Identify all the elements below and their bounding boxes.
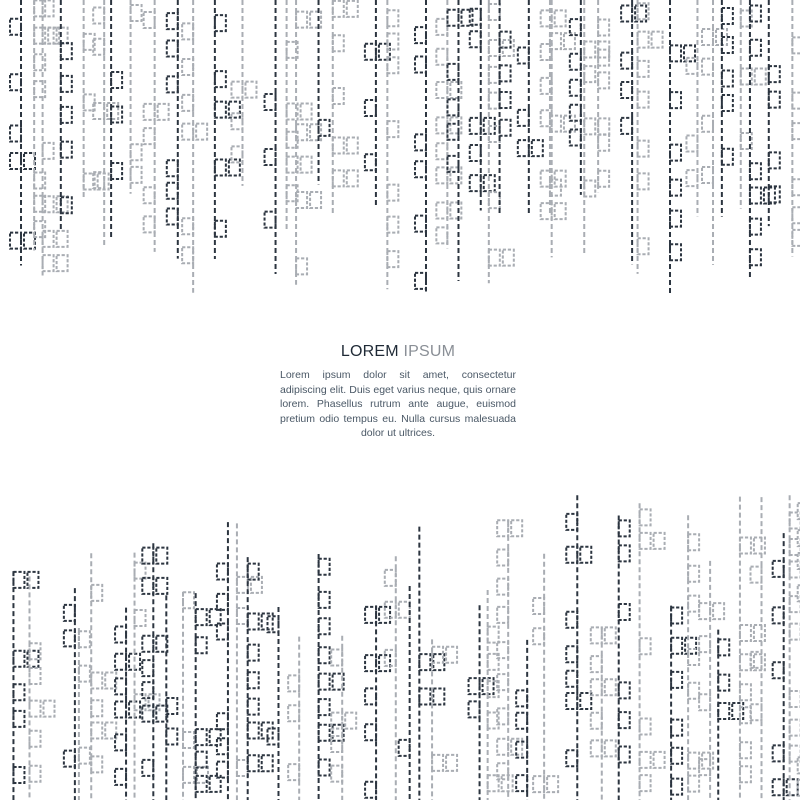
- digit-stream: [231, 0, 256, 186]
- title-secondary: IPSUM: [403, 343, 456, 360]
- digit-stream: [365, 605, 390, 800]
- digit-stream: [319, 554, 344, 800]
- digit-stream: [638, 0, 663, 274]
- digit-stream: [702, 0, 727, 265]
- digit-stream: [217, 522, 228, 800]
- digit-stream: [741, 0, 766, 209]
- digit-stream: [518, 0, 543, 214]
- digit-stream: [296, 0, 321, 285]
- digit-stream: [447, 0, 472, 281]
- digit-stream: [64, 588, 75, 800]
- digit-stream: [470, 0, 495, 210]
- digit-stream: [167, 0, 178, 259]
- digit-stream: [722, 0, 733, 217]
- digit-stream: [500, 0, 511, 216]
- digit-stream: [93, 0, 118, 248]
- digit-stream: [792, 0, 800, 256]
- digit-stream: [550, 0, 575, 213]
- digit-stream: [34, 0, 59, 250]
- title-block: [280, 343, 516, 441]
- digit-stream: [131, 0, 142, 194]
- digit-stream: [516, 640, 527, 800]
- digit-stream: [333, 0, 358, 214]
- digit-stream: [30, 576, 55, 800]
- digit-stream: [640, 503, 665, 800]
- digit-stream: [671, 606, 696, 800]
- title-primary: LOREM: [340, 343, 399, 360]
- digital-stream-pattern-top: [0, 0, 800, 300]
- digital-stream-pattern-top-graphic: [0, 0, 800, 300]
- digital-stream-pattern-bottom-graphic: [0, 488, 800, 800]
- digit-stream: [591, 627, 616, 800]
- digit-stream: [142, 543, 167, 800]
- digit-stream: [619, 515, 630, 800]
- digit-stream: [215, 0, 240, 259]
- digit-stream: [265, 0, 276, 274]
- digit-stream: [331, 636, 356, 800]
- digit-stream: [43, 0, 68, 275]
- digit-stream: [584, 0, 609, 256]
- digit-stream: [570, 0, 581, 195]
- digit-stream: [621, 0, 646, 264]
- digit-stream: [686, 0, 697, 216]
- digit-stream-group: [10, 0, 800, 294]
- digit-stream: [670, 0, 695, 294]
- digit-stream: [288, 637, 299, 800]
- digit-stream: [166, 595, 177, 800]
- digit-stream: [566, 495, 591, 800]
- digit-stream: [10, 0, 35, 265]
- digit-stream: [415, 0, 426, 291]
- digit-stream: [385, 556, 410, 800]
- digit-stream: [750, 0, 775, 280]
- digital-stream-pattern-bottom: [0, 488, 800, 800]
- digit-stream: [751, 497, 762, 800]
- digit-stream: [773, 533, 798, 800]
- digit-stream: [469, 605, 494, 800]
- page-title: [280, 343, 516, 361]
- digit-stream-group: [13, 495, 800, 800]
- digit-stream: [115, 608, 140, 800]
- digit-stream: [91, 553, 116, 800]
- digit-stream: [598, 0, 609, 192]
- digit-stream: [533, 554, 558, 800]
- digit-stream: [182, 0, 207, 293]
- digit-stream: [144, 0, 169, 252]
- digit-stream: [365, 0, 390, 206]
- body-paragraph: Lorem ipsum dolor sit amet, consectetur adipiscing elit. Duis eget varius neque, quis ornare lorem. Phasellus rutrum ante augue, euismod pretium odio tempus eu. Nulla cursus malesuada dolor ut ultrices.: [280, 369, 516, 439]
- digit-stream: [79, 628, 90, 800]
